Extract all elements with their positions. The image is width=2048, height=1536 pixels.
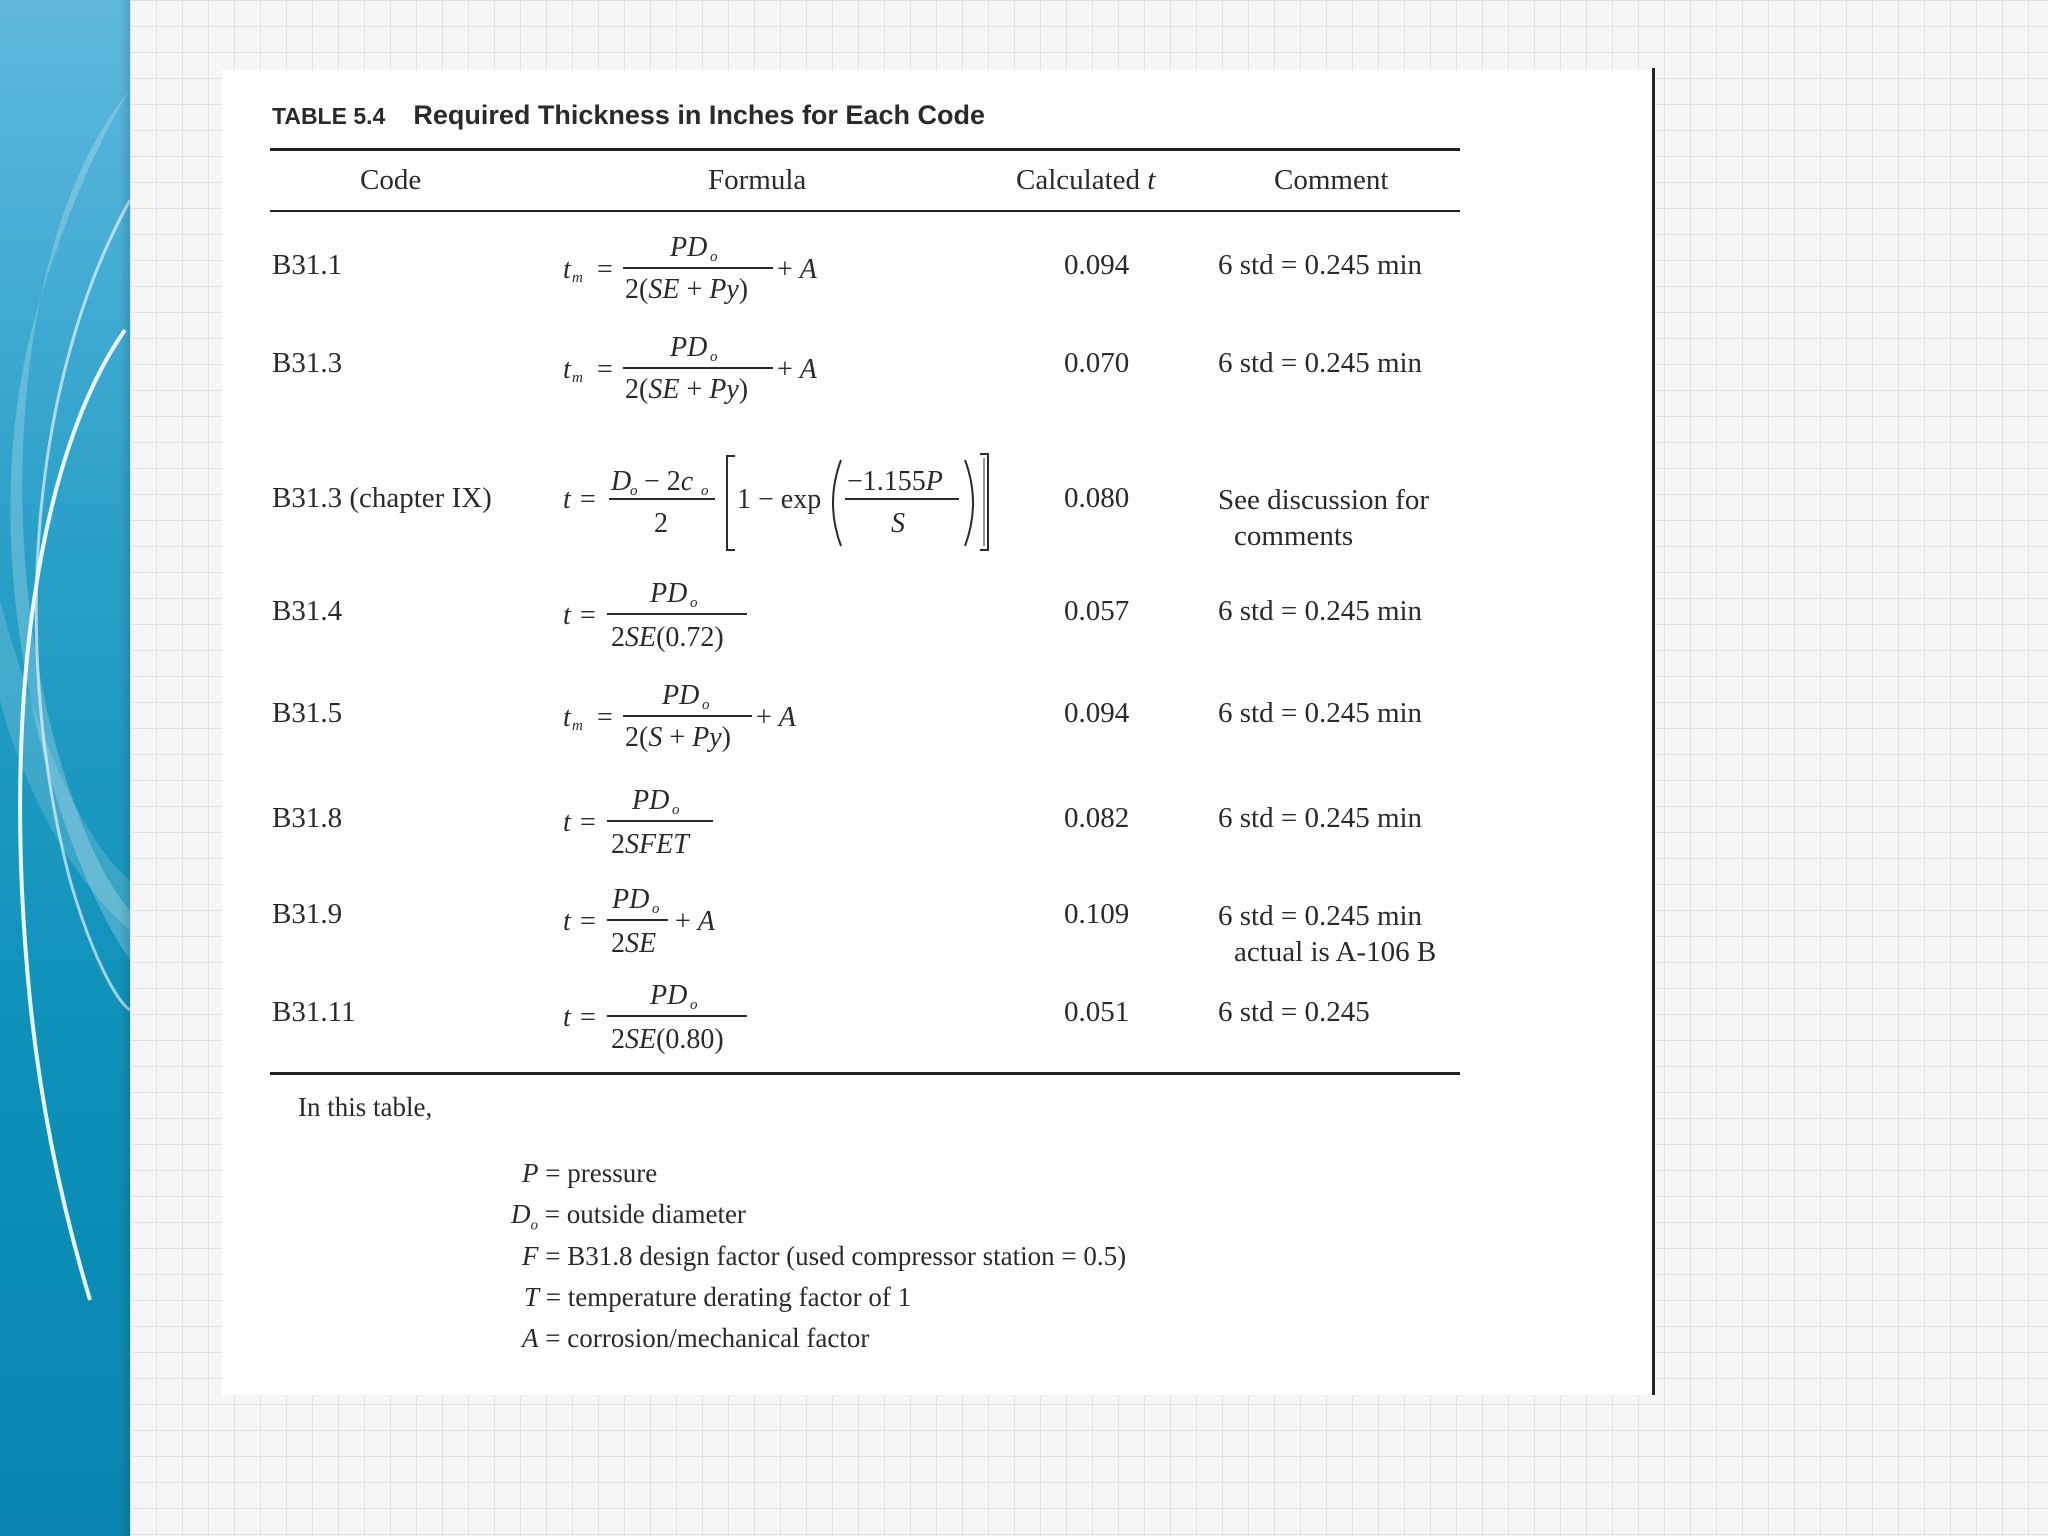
formula-b31-3 — [555, 326, 835, 410]
row-code: B31.3 (chapter IX) — [272, 482, 492, 514]
row-calculated-t: 0.082 — [1064, 802, 1130, 834]
legend-item-design-factor — [522, 1241, 1126, 1272]
decorative-sidebar — [0, 0, 130, 1536]
svg-text:m: m — [572, 370, 583, 386]
legend-symbol: F — [522, 1241, 539, 1271]
legend-item-temperature-factor — [524, 1282, 911, 1313]
svg-text:2(SE + Py): 2(SE + Py) — [625, 274, 749, 305]
legend-item-pressure — [522, 1158, 657, 1189]
row-calculated-t: 0.080 — [1064, 482, 1130, 514]
row-comment: 6 std = 0.245 — [1218, 996, 1370, 1028]
svg-text:+ A: + A — [777, 354, 817, 385]
svg-text:+ A: + A — [675, 906, 715, 937]
svg-text:2SE: 2SE — [611, 928, 657, 959]
svg-text:=: = — [597, 354, 613, 385]
row-code: B31.11 — [272, 996, 356, 1028]
bottom-rule — [270, 1072, 1460, 1075]
svg-text:S: S — [891, 508, 905, 539]
row-code: B31.9 — [272, 898, 343, 930]
svg-text:=: = — [580, 1002, 596, 1033]
formula-b31-5 — [555, 674, 815, 758]
svg-text:2SE(0.80): 2SE(0.80) — [611, 1024, 724, 1055]
footnote-intro: In this table, — [298, 1092, 433, 1122]
svg-text:=: = — [597, 254, 613, 285]
row-comment: 6 std = 0.245 min — [1218, 802, 1423, 834]
svg-text:t: t — [563, 484, 571, 515]
svg-text:=: = — [580, 807, 596, 838]
comment-line: 6 std = 0.245 min — [1218, 900, 1423, 932]
svg-text:m: m — [572, 270, 583, 286]
legend-definition: = B31.8 design factor (used compressor station = 0.5) — [545, 1241, 1127, 1271]
row-comment: 6 std = 0.245 min — [1218, 595, 1423, 627]
row-calculated-t: 0.094 — [1064, 697, 1130, 729]
svg-text:=: = — [580, 600, 596, 631]
svg-text:m: m — [572, 718, 583, 734]
svg-text:=: = — [580, 906, 596, 937]
row-comment — [1218, 482, 1429, 554]
header-rule — [270, 210, 1460, 212]
svg-text:o: o — [652, 901, 660, 917]
formula-b31-9 — [555, 878, 755, 962]
svg-text:−1.155P: −1.155P — [847, 466, 943, 497]
svg-text:=: = — [580, 484, 596, 515]
table-number: TABLE 5.4 — [272, 103, 386, 129]
swoosh-decoration — [0, 0, 130, 1536]
svg-text:PD: PD — [650, 980, 688, 1011]
legend-symbol: A — [522, 1323, 539, 1353]
svg-text:PD: PD — [650, 578, 688, 609]
header-formula: Formula — [708, 164, 807, 196]
row-code: B31.3 — [272, 347, 343, 379]
svg-text:o: o — [702, 697, 710, 713]
svg-text:t: t — [563, 1002, 571, 1033]
row-comment: 6 std = 0.245 min — [1218, 697, 1423, 729]
svg-text:PD: PD — [632, 785, 670, 816]
legend-definition: = corrosion/mechanical factor — [545, 1323, 870, 1353]
header-code: Code — [360, 164, 422, 196]
row-calculated-t: 0.051 — [1064, 996, 1130, 1028]
svg-text:PD: PD — [670, 232, 708, 263]
svg-text:PD: PD — [612, 884, 650, 915]
sheet-border — [1652, 68, 1655, 1395]
svg-text:t: t — [563, 807, 571, 838]
svg-text:2SFET: 2SFET — [611, 829, 689, 860]
row-code: B31.1 — [272, 249, 343, 281]
svg-text:o: o — [710, 249, 718, 265]
svg-text:+ A: + A — [777, 254, 817, 285]
formula-b31-8 — [555, 779, 775, 863]
table-caption — [272, 100, 985, 131]
row-calculated-t: 0.070 — [1064, 347, 1130, 379]
svg-text:1 − exp: 1 − exp — [737, 484, 822, 515]
svg-text:2: 2 — [654, 508, 668, 539]
svg-text:2(SE + Py): 2(SE + Py) — [625, 374, 749, 405]
svg-text:o: o — [690, 997, 698, 1013]
legend-item-outside-diameter — [511, 1199, 746, 1234]
svg-text:D: D — [611, 466, 632, 497]
legend-symbol: P — [522, 1158, 539, 1188]
legend-definition: = outside diameter — [544, 1199, 746, 1229]
svg-text:t: t — [563, 702, 571, 733]
row-comment — [1218, 898, 1436, 970]
svg-text:2(S + Py): 2(S + Py) — [625, 722, 731, 753]
svg-text:t: t — [563, 354, 571, 385]
svg-text:o: o — [672, 802, 680, 818]
legend-symbol: D — [511, 1199, 531, 1229]
svg-text:2SE(0.72): 2SE(0.72) — [611, 622, 724, 653]
row-code: B31.8 — [272, 802, 343, 834]
row-code: B31.4 — [272, 595, 343, 627]
svg-text:t: t — [563, 906, 571, 937]
row-calculated-t: 0.057 — [1064, 595, 1130, 627]
svg-text:o: o — [701, 483, 709, 499]
formula-b31-4 — [555, 572, 795, 656]
svg-text:o: o — [630, 483, 638, 499]
svg-text:t: t — [563, 254, 571, 285]
formula-b31-1 — [555, 226, 835, 310]
legend-subscript: o — [530, 1217, 538, 1234]
svg-text:o: o — [690, 595, 698, 611]
row-code: B31.5 — [272, 697, 343, 729]
comment-line: comments — [1234, 520, 1354, 552]
legend-symbol: T — [524, 1282, 540, 1312]
header-comment: Comment — [1274, 164, 1389, 196]
svg-text:+ A: + A — [756, 702, 796, 733]
row-comment: 6 std = 0.245 min — [1218, 249, 1423, 281]
legend-definition: = pressure — [545, 1158, 658, 1188]
formula-b31-3-chapter-ix — [555, 450, 995, 560]
row-comment: 6 std = 0.245 min — [1218, 347, 1423, 379]
svg-text:PD: PD — [670, 332, 708, 363]
row-calculated-t: 0.094 — [1064, 249, 1130, 281]
comment-line: See discussion for — [1218, 484, 1430, 516]
svg-text:PD: PD — [662, 680, 700, 711]
table-sheet — [222, 70, 1652, 1395]
svg-text:=: = — [597, 702, 613, 733]
legend-definition: = temperature derating factor of 1 — [545, 1282, 912, 1312]
table-title: Required Thickness in Inches for Each Code — [413, 100, 985, 130]
svg-text:t: t — [563, 600, 571, 631]
formula-b31-11 — [555, 974, 795, 1058]
comment-line: actual is A-106 B — [1234, 936, 1437, 968]
row-calculated-t: 0.109 — [1064, 898, 1130, 930]
top-rule — [270, 148, 1460, 151]
legend-item-corrosion-factor — [522, 1323, 869, 1354]
svg-text:− 2c: − 2c — [644, 466, 694, 497]
header-calculated-t: Calculated t — [1016, 164, 1156, 196]
svg-text:o: o — [710, 349, 718, 365]
